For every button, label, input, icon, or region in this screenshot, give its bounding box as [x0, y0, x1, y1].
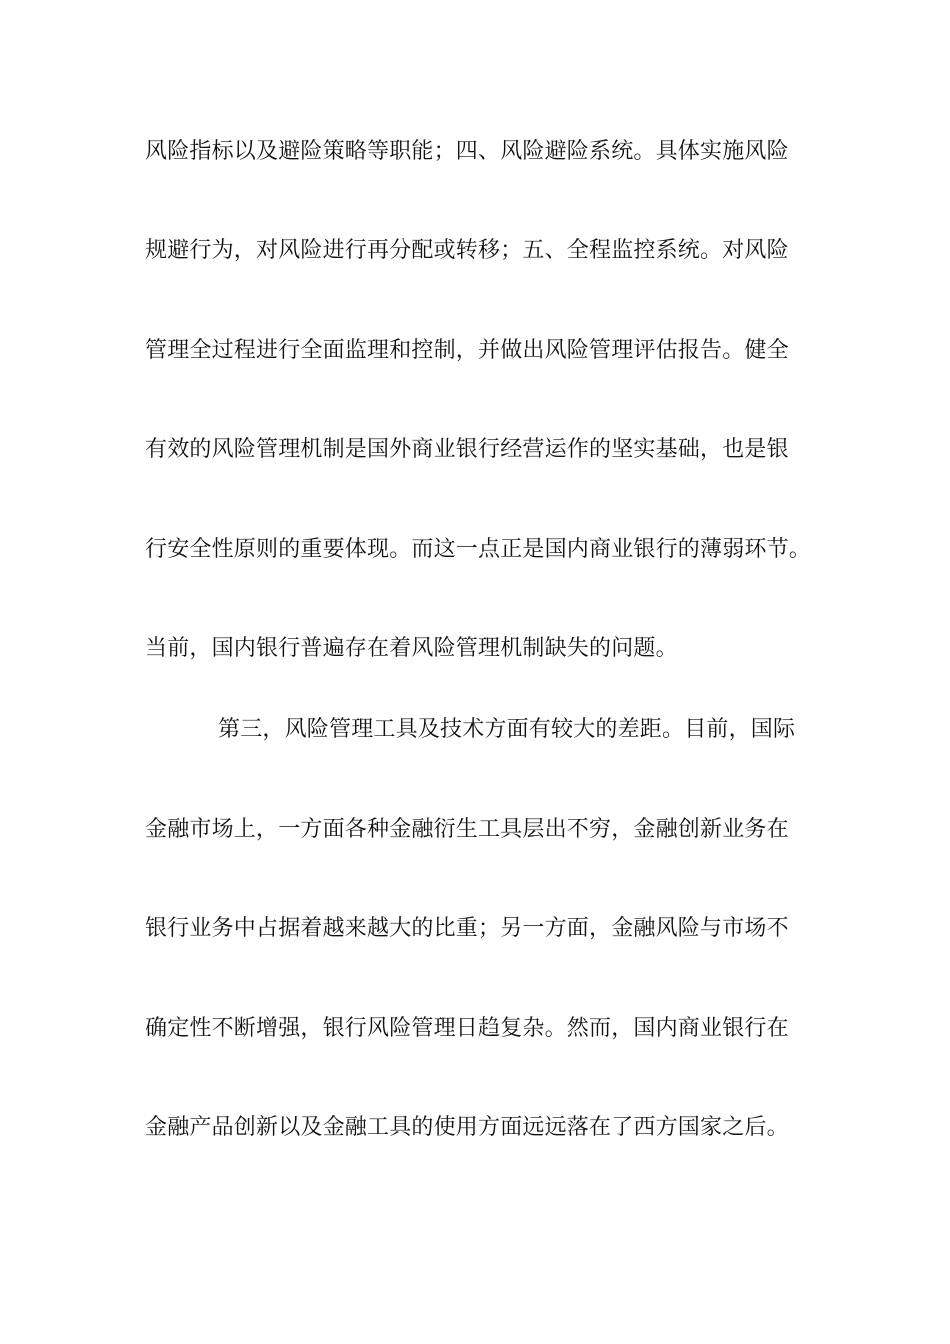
text-line: 行安全性原则的重要体现。而这一点正是国内商业银行的薄弱环节。	[145, 537, 812, 562]
text-line: 管理全过程进行全面监理和控制，并做出风险管理评估报告。健全	[145, 338, 789, 363]
text-line: 金融产品创新以及金融工具的使用方面远远落在了西方国家之后。	[145, 1115, 789, 1140]
text-line: 当前，国内银行普遍存在着风险管理机制缺失的问题。	[145, 636, 678, 661]
text-line: 风险指标以及避险策略等职能；四、风险避险系统。具体实施风险	[145, 139, 789, 164]
text-line: 确定性不断增强，银行风险管理日趋复杂。然而，国内商业银行在	[145, 1016, 789, 1041]
text-line: 银行业务中占据着越来越大的比重；另一方面，金融风险与市场不	[145, 916, 789, 941]
paragraph-start-line: 第三，风险管理工具及技术方面有较大的差距。目前，国际	[218, 717, 796, 742]
text-line: 规避行为，对风险进行再分配或转移；五、全程监控系统。对风险	[145, 238, 789, 263]
text-line: 金融市场上，一方面各种金融衍生工具层出不穷，金融创新业务在	[145, 817, 789, 842]
text-line: 有效的风险管理机制是国外商业银行经营运作的坚实基础，也是银	[145, 437, 789, 462]
